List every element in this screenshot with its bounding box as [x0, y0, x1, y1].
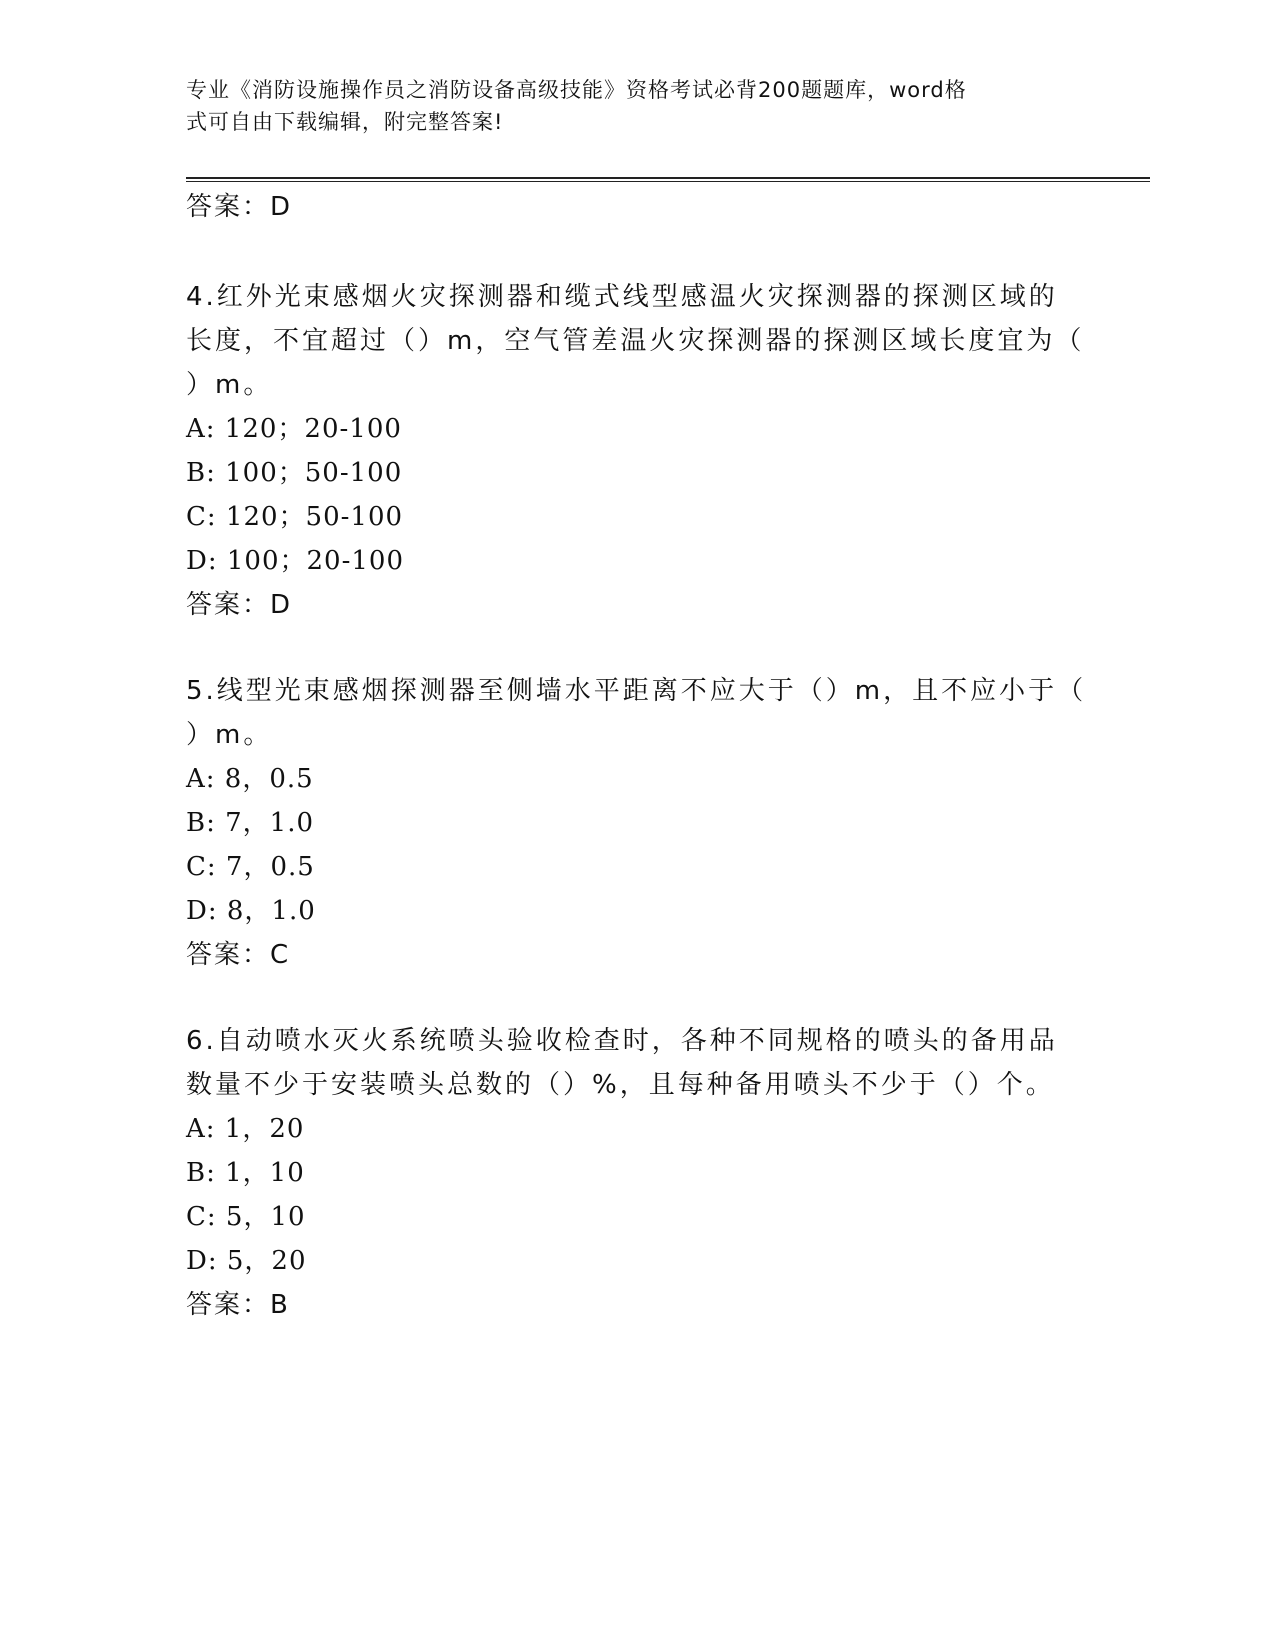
- option-a: A: 120；20-100: [186, 414, 402, 444]
- answer: 答案：D: [186, 590, 293, 620]
- question-text-line: 6.自动喷水灭火系统喷头验收检查时，各种不同规格的喷头的备用品: [186, 1026, 1058, 1056]
- option-d: D: 5，20: [186, 1246, 307, 1276]
- header-line-1: 专业《消防设施操作员之消防设备高级技能》资格考试必背200题题库，word格: [186, 78, 967, 102]
- question-text-line: 长度，不宜超过（）m，空气管差温火灾探测器的探测区域长度宜为（: [186, 326, 1085, 356]
- header-divider: [186, 177, 1150, 182]
- question-text-line: 数量不少于安装喷头总数的（）%，且每种备用喷头不少于（）个。: [186, 1070, 1055, 1100]
- option-c: C: 5，10: [186, 1202, 306, 1232]
- question-text-line: ）m。: [186, 370, 273, 400]
- question-text-line: 4.红外光束感烟火灾探测器和缆式线型感温火灾探测器的探测区域的: [186, 282, 1058, 312]
- option-c: C: 7，0.5: [186, 852, 315, 882]
- option-d: D: 8，1.0: [186, 896, 316, 926]
- previous-answer: 答案：D: [186, 192, 293, 222]
- option-b: B: 100；50-100: [186, 458, 403, 488]
- question-text-line: ）m。: [186, 720, 273, 750]
- option-d: D: 100；20-100: [186, 546, 404, 576]
- document-header: [186, 74, 1066, 138]
- option-a: A: 8，0.5: [186, 764, 314, 794]
- answer: 答案：C: [186, 940, 291, 970]
- option-c: C: 120；50-100: [186, 502, 404, 532]
- option-b: B: 7，1.0: [186, 808, 315, 838]
- option-b: B: 1，10: [186, 1158, 305, 1188]
- question-text-line: 5.线型光束感烟探测器至侧墙水平距离不应大于（）m，且不应小于（: [186, 676, 1087, 706]
- option-a: A: 1，20: [186, 1114, 305, 1144]
- header-line-2: 式可自由下载编辑，附完整答案!: [186, 110, 504, 134]
- answer: 答案：B: [186, 1290, 290, 1320]
